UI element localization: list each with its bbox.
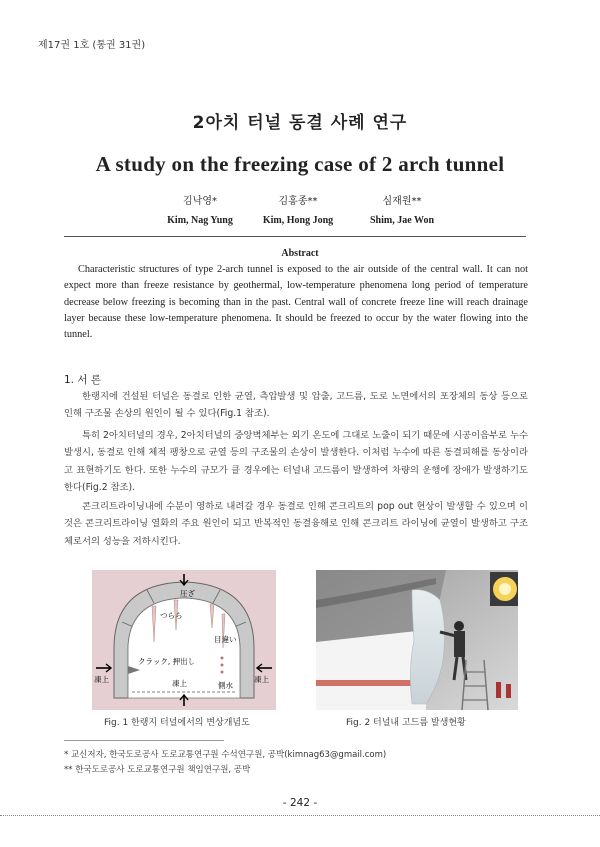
title-korean: 2아치 터널 동결 사례 연구 [192,113,408,133]
worker-head [454,621,464,631]
figure-2-svg [316,570,518,710]
label-heave-right: 凍上 [254,675,269,684]
author-3-en: Shim, Jae Won [370,215,434,226]
lamp-core [499,583,511,595]
author-3-ko: 심재원** [382,196,422,207]
title-divider [64,236,526,237]
abstract-body: Characteristic structures of type 2-arch tunnel is exposed to the air outside of the central wall. It can not expect more than freeze resistance by geothermal, low-temperature phenomena long period of temperature decrease below freezing is becoming than in the past. Central wall of concrete freeze line will reach drainage layer because these low-temperature phenomena. It should be freezed to occur by the water flowing into the tunnel. [64,264,528,341]
section-heading: 1. 서 론 [64,374,101,386]
paragraph-3: 콘크리트라이닝내에 수분이 영하로 내려갈 경우 동결로 인해 콘크리트의 pop out 현상이 발생할 수 있으며 이것은 콘크리트라이닝 열화의 주요 원인이 되고 반복적인 동결융해로 인해 콘크리트 라이닝에 균열이 발생하고 구조체로서의 성능을 저하시킨다. [64,501,528,547]
figure-1-diagram [92,570,276,710]
figure-2-photo [316,570,518,710]
author-2-en: Kim, Hong Jong [262,215,334,226]
footnote-2: ** 한국도로공사 도로교통연구원 책임연구원, 공박 [64,765,251,775]
footnote-divider [64,740,224,741]
bg-worker [496,682,501,698]
figure-1-caption: Fig. 1 한랭지 터널에서의 변상개념도 [104,718,250,728]
figure-1-svg [92,570,276,710]
author-1-ko: 김낙영* [183,196,217,207]
lower-wall [316,630,426,710]
label-crack: クラック, 押出し [138,657,196,666]
page-number: - 242 - [282,797,318,809]
drip-mark [221,657,224,660]
bg-worker [506,684,511,698]
label-heave-left: 凍上 [94,675,109,684]
label-drip: 目違い [214,635,237,644]
red-stripe [316,680,426,686]
abstract-heading: Abstract [281,248,319,259]
drip-mark [221,671,224,674]
journal-header: 제17권 1호 (통권 31권) [38,40,146,51]
label-icicle: つらら [160,611,183,620]
paragraph-2: 특히 2아치터널의 경우, 2아치터널의 중앙벽체부는 외기 온도에 그대로 노출이 되기 때문에 시공이음부로 누수 발생시, 동결로 인해 체적 팽창으로 균열 등의 구조물의 손상이 발생한다. 이처럼 누수에 따른 동결피해를 동상이라고 표현하기도 한다. 또한 누수의 규모가 클 경우에는 터널내 고드름이 발생하여 차량의 운행에 장애가 발생하기도 한다(Fig.2 참조). [64,430,528,493]
label-side-wall: 側水 [218,681,233,690]
figure-2-caption: Fig. 2 터널내 고드름 발생현황 [346,718,466,728]
author-3 [332,192,472,230]
footer-divider [0,815,600,816]
drip-mark [221,664,224,667]
title-english: A study on the freezing case of 2 arch tunnel [95,152,505,176]
footnote-1: * 교신저자, 한국도로공사 도로교통연구원 수석연구원, 공박(kimnag63@gmail.com) [64,750,387,760]
paragraph-1: 한랭지에 건설된 터널은 동결로 인한 균열, 측압발생 및 압출, 고드름, 도로 노면에서의 포장체의 동상 등으로 인해 구조물 손상의 원인이 될 수 있다(Fig.1 참조). [64,391,528,420]
label-pressure: 圧ざ [180,589,195,598]
label-heave-top: 凍上 [172,679,187,688]
author-2-ko: 김홍종** [278,196,318,207]
author-1-en: Kim, Nag Yung [167,215,233,226]
